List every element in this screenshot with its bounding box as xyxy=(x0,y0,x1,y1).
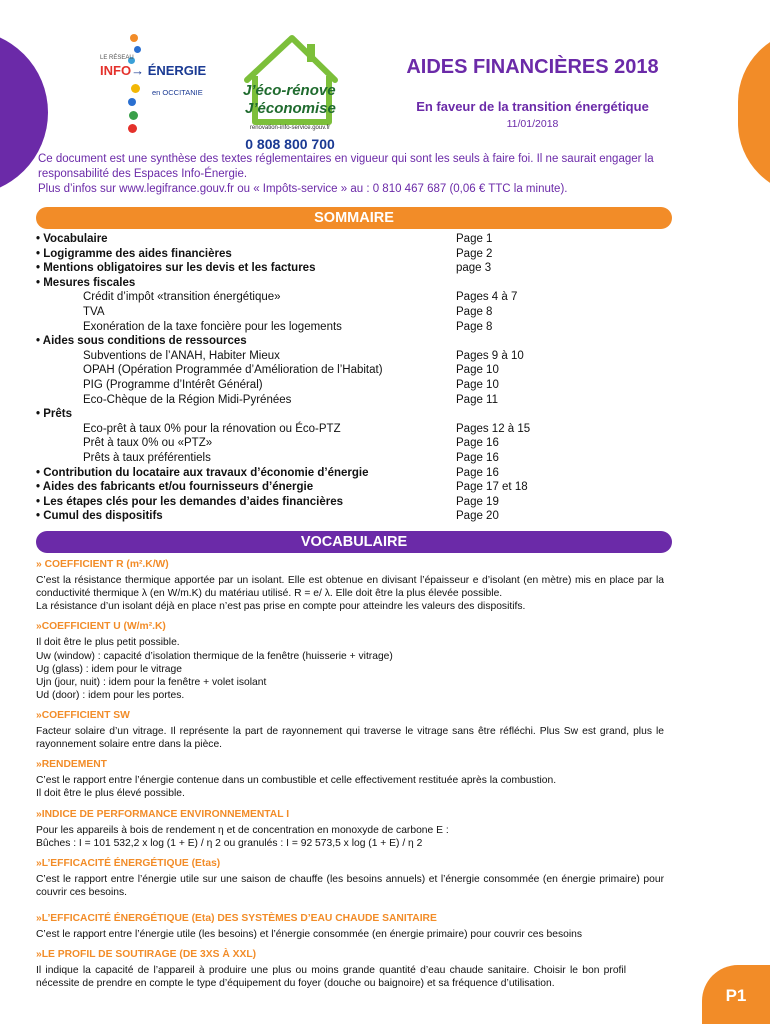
toc-page: Page 8 xyxy=(456,320,493,333)
toc-label: • Prêts xyxy=(36,408,72,421)
vocab-heading: »L’EFFICACITÉ ÉNERGÉTIQUE (Etas) xyxy=(36,857,221,869)
toc-page: Page 19 xyxy=(456,495,499,508)
campaign-url: renovation-info-service.gouv.fr xyxy=(249,125,331,131)
toc-label: • Vocabulaire xyxy=(36,233,108,245)
vocab-text: C’est le rapport entre l’énergie utile (les besoins) et l’énergie consommée (en énergie primaire) pour couvrir ces besoins xyxy=(36,929,582,941)
toc-row xyxy=(36,451,596,466)
toc-label: Prêt à taux 0% ou «PTZ» xyxy=(83,437,213,450)
toc-row xyxy=(36,422,596,437)
vocab-entry xyxy=(36,758,664,800)
toc-row xyxy=(36,349,596,364)
toc-label: • Aides sous conditions de ressources xyxy=(36,335,247,348)
vocab-text: Facteur solaire d’un vitrage. Il représente la part de rayonnement qui traverse le vitrage sans être réfléchi. Plus Sw est grand, plus le rayonnement solaire entre dans la pièce. xyxy=(36,726,664,751)
toc-row xyxy=(36,495,596,510)
logo-dot-icon xyxy=(131,84,140,93)
toc-row xyxy=(36,436,596,451)
toc-label: Crédit d’impôt «transition énergétique» xyxy=(83,291,281,304)
logo-dot-icon xyxy=(130,34,138,42)
toc-label: Exonération de la taxe foncière pour les logements xyxy=(83,320,342,333)
toc-row xyxy=(36,320,596,335)
intro-text xyxy=(38,152,678,197)
toc-page: page 3 xyxy=(456,262,492,275)
toc-page: Page 10 xyxy=(456,364,499,377)
vocab-text: La résistance d’un isolant déjà en place n’est pas prise en compte pour atteindre les valeurs des dispositifs. xyxy=(36,601,526,613)
toc-label: Eco-Chèque de la Région Midi-Pyrénées xyxy=(83,393,292,406)
vocab-entry xyxy=(36,709,664,751)
vocab-text: Ug (glass) : idem pour le vitrage xyxy=(36,663,182,675)
page-title: AIDES FINANCIÈRES 2018 xyxy=(406,56,659,78)
toc-row xyxy=(36,480,596,495)
toc-label: • Les étapes clés pour les demandes d’aides financières xyxy=(36,495,343,508)
toc-page: Pages 4 à 7 xyxy=(456,291,518,304)
vocab-entry xyxy=(36,808,664,850)
toc-label: • Logigramme des aides financières xyxy=(36,247,232,260)
vocab-entry xyxy=(36,857,664,899)
toc-page: Page 10 xyxy=(456,378,499,391)
sommaire-banner: SOMMAIRE xyxy=(36,207,672,229)
vocab-entry xyxy=(36,912,664,941)
toc-label: • Contribution du locataire aux travaux d’économie d’énergie xyxy=(36,466,369,479)
toc-row xyxy=(36,247,596,262)
vocab-heading: »COEFFICIENT U (W/m².K) xyxy=(36,621,166,633)
intro-line-1: Ce document est une synthèse des textes réglementaires en vigueur qui sont les seuls à faire foi. Il ne saurait engager la responsabilité des Espaces Info-Énergie. xyxy=(38,153,654,180)
vocab-entry xyxy=(36,558,664,613)
logo-dot-icon xyxy=(128,124,137,133)
logo-arrow-icon: → xyxy=(131,63,145,78)
vocabulaire-banner: VOCABULAIRE xyxy=(36,531,672,553)
logo-info-text: INFO xyxy=(100,63,132,78)
vocab-text: Pour les appareils à bois de rendement η et de concentration en monoxyde de carbone E : xyxy=(36,824,449,836)
toc-row xyxy=(36,393,596,408)
logo-dot-icon xyxy=(129,111,138,120)
campaign-phone: 0 808 800 700 xyxy=(245,136,335,152)
toc-row xyxy=(36,509,596,524)
toc-page: Page 20 xyxy=(456,510,499,523)
vocab-text: C’est le rapport entre l’énergie contenue dans un combustible et celle effectivement restituée après la combustion. xyxy=(36,775,557,787)
toc-page: Page 11 xyxy=(456,393,498,406)
logo-energie-text: ÉNERGIE xyxy=(147,63,207,78)
vocab-text: Il doit être le plus élevé possible. xyxy=(36,788,185,800)
toc-label: TVA xyxy=(83,305,105,318)
logo-network-label: LE RÉSEAU xyxy=(100,55,134,61)
vocab-text: Il indique la capacité de l’appareil à produire une plus ou moins grande quantité d’eau chaude sanitaire. Choisir le bon profil nécessite de prendre en compte le type d’équipement du foyer (douche ou baignoire) et sa fréquence d’utilisation. xyxy=(36,965,626,990)
vocabulary-section xyxy=(36,558,664,998)
toc-page: Page 8 xyxy=(456,305,493,318)
page-number: P1 xyxy=(725,986,747,1005)
vocab-text: Ud (door) : idem pour les portes. xyxy=(36,689,185,701)
vocab-text: Il doit être le plus petit possible. xyxy=(36,637,180,649)
toc-page: Pages 12 à 15 xyxy=(456,422,531,435)
document-date: 11/01/2018 xyxy=(506,118,559,130)
toc-page: Page 16 xyxy=(456,437,499,450)
toc-row xyxy=(36,407,596,422)
toc-row xyxy=(36,334,596,349)
toc-page: Page 2 xyxy=(456,247,493,260)
toc-row xyxy=(36,232,596,247)
vocab-heading: »INDICE DE PERFORMANCE ENVIRONNEMENTAL I xyxy=(36,808,290,820)
toc-label: PIG (Programme d’Intérêt Général) xyxy=(83,378,263,391)
toc-page: Page 17 et 18 xyxy=(456,481,528,494)
vocab-text: Uw (window) : capacité d’isolation thermique de la fenêtre (huisserie + vitrage) xyxy=(36,650,393,662)
vocab-text: Bûches : I = 101 532,2 x log (1 + E) / η 2 ou granulés : I = 92 573,5 x log (1 + E) / η 2 xyxy=(36,837,423,849)
toc-row xyxy=(36,363,596,378)
logo-dot-icon xyxy=(128,98,136,106)
table-of-contents xyxy=(36,232,596,524)
toc-row xyxy=(36,261,596,276)
toc-row xyxy=(36,378,596,393)
toc-page: Page 16 xyxy=(456,451,499,464)
decorative-orange-arc xyxy=(738,30,770,195)
toc-page: Page 1 xyxy=(456,233,493,245)
campaign-line-1: J’éco-rénove xyxy=(243,82,336,99)
toc-row xyxy=(36,290,596,305)
logo-dot-icon xyxy=(134,46,141,53)
toc-label: Prêts à taux préférentiels xyxy=(83,451,211,464)
toc-page: Pages 9 à 10 xyxy=(456,349,524,362)
vocab-entry xyxy=(36,948,664,990)
vocab-heading: »LE PROFIL DE SOUTIRAGE (DE 3XS À XXL) xyxy=(36,949,257,961)
page-subtitle: En faveur de la transition énergétique xyxy=(416,99,649,114)
toc-label: • Mesures fiscales xyxy=(36,276,136,289)
info-energie-wordmark xyxy=(100,55,207,78)
logo-region-text: en OCCITANIE xyxy=(152,88,203,97)
vocab-entry xyxy=(36,620,664,702)
vocab-heading: » COEFFICIENT R (m².K/W) xyxy=(36,559,169,570)
toc-label: Eco-prêt à taux 0% pour la rénovation ou Éco-PTZ xyxy=(83,422,341,435)
toc-row xyxy=(36,466,596,481)
intro-line-2: Plus d’infos sur www.legifrance.gouv.fr ou « Impôts-service » au : 0 810 467 687 (0,06 € TTC la minute). xyxy=(38,183,568,195)
toc-label: OPAH (Opération Programmée d’Amélioration de l’Habitat) xyxy=(83,364,383,377)
toc-label: • Mentions obligatoires sur les devis et les factures xyxy=(36,262,316,275)
vocab-text: Ujn (jour, nuit) : idem pour la fenêtre + volet isolant xyxy=(36,676,267,688)
toc-row xyxy=(36,305,596,320)
toc-row xyxy=(36,276,596,291)
vocab-heading: »RENDEMENT xyxy=(36,759,107,771)
toc-label: • Cumul des dispositifs xyxy=(36,510,163,523)
vocab-text: C’est la résistance thermique apportée par un isolant. Elle est obtenue en divisant l’épaisseur e d’isolant (en mètre) mis en place par la conductivité thermique λ (en W/m.K) du matériau utilisé. R = e/ λ. Elle doit être la plus élevée possible. xyxy=(36,575,664,600)
toc-label: • Aides des fabricants et/ou fournisseurs d’énergie xyxy=(36,481,314,494)
campaign-line-2: J’économise xyxy=(245,100,336,117)
vocab-heading: »L’EFFICACITÉ ÉNERGÉTIQUE (Eta) DES SYSTÈMES D’EAU CHAUDE SANITAIRE xyxy=(36,913,437,925)
toc-label: Subventions de l’ANAH, Habiter Mieux xyxy=(83,349,280,362)
toc-page: Page 16 xyxy=(456,466,499,479)
vocab-text: C’est le rapport entre l’énergie utile sur une saison de chauffe (les besoins annuels) et l’énergie consommée (en énergie primaire) pour couvrir ces besoins. xyxy=(36,873,664,898)
vocab-heading: »COEFFICIENT SW xyxy=(36,709,130,721)
